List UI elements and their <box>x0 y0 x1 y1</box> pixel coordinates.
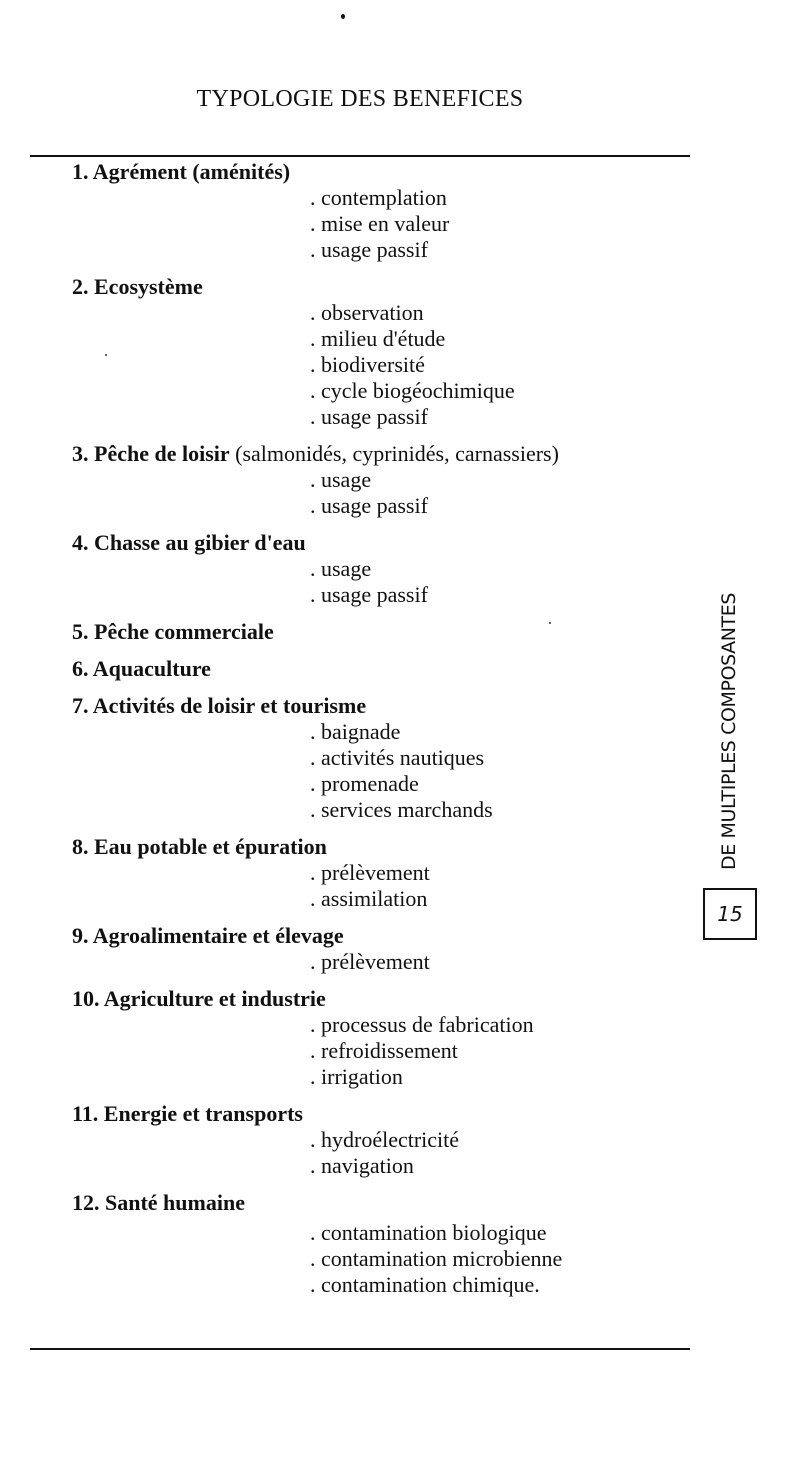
category-items <box>310 300 702 430</box>
category-1 <box>72 159 702 263</box>
category-title: 7. Activités de loisir et tourisme <box>72 693 367 718</box>
category-2 <box>72 274 702 430</box>
category-11 <box>72 1101 702 1179</box>
category-title: 1. Agrément (aménités) <box>72 159 291 184</box>
category-items <box>310 185 702 263</box>
list-item: . promenade <box>310 771 419 796</box>
list-item: . baignade <box>310 719 401 744</box>
category-items <box>310 1127 702 1179</box>
category-10 <box>72 986 702 1090</box>
list-item: . irrigation <box>310 1064 403 1089</box>
list-item: . assimilation <box>310 886 428 911</box>
list-item: . refroidissement <box>310 1038 458 1063</box>
list-item: . contemplation <box>310 185 447 210</box>
category-8 <box>72 834 702 912</box>
list-item: . usage passif <box>310 493 428 518</box>
list-item: . navigation <box>310 1153 414 1178</box>
list-item: . usage passif <box>310 404 428 429</box>
category-title: 3. Pêche de loisir (salmonidés, cyprinidés, carnassiers) <box>72 441 559 466</box>
list-item: . usage <box>310 467 372 492</box>
category-items <box>310 556 702 608</box>
category-title: 8. Eau potable et épuration <box>72 834 327 859</box>
list-item: . services marchands <box>310 797 493 822</box>
category-3 <box>72 441 702 519</box>
list-item: . contamination chimique. <box>310 1272 540 1297</box>
list-item: . usage passif <box>310 237 428 262</box>
category-items <box>310 949 702 975</box>
category-title: 9. Agroalimentaire et élevage <box>72 923 344 948</box>
list-item: . mise en valeur <box>310 211 450 236</box>
category-items <box>310 467 702 519</box>
list-item: . hydroélectricité <box>310 1127 460 1152</box>
side-running-title: DE MULTIPLES COMPOSANTES <box>718 592 740 870</box>
list-item: . activités nautiques <box>310 745 485 770</box>
list-item: . contamination microbienne <box>310 1246 563 1271</box>
list-item: . prélèvement <box>310 949 430 974</box>
category-title: 10. Agriculture et industrie <box>72 986 326 1011</box>
list-item: . prélèvement <box>310 860 430 885</box>
category-items <box>310 719 702 823</box>
category-title: 5. Pêche commerciale <box>72 619 274 644</box>
category-note: (salmonidés, cyprinidés, carnassiers) <box>229 441 559 466</box>
page-number-box <box>703 888 757 940</box>
page-title: TYPOLOGIE DES BENEFICES <box>196 86 524 112</box>
category-6 <box>72 656 702 682</box>
top-dot-mark <box>341 14 345 19</box>
category-items <box>310 860 702 912</box>
list-item: . cycle biogéochimique <box>310 378 515 403</box>
top-rule <box>30 155 690 157</box>
category-4 <box>72 530 702 608</box>
list-item: . usage passif <box>310 582 428 607</box>
category-items <box>310 1220 702 1298</box>
list-item: . biodiversité <box>310 352 425 377</box>
benefit-list <box>72 159 702 1309</box>
category-9 <box>72 923 702 975</box>
list-item: . usage <box>310 556 372 581</box>
list-item: . observation <box>310 300 424 325</box>
category-5 <box>72 619 702 645</box>
category-title: 4. Chasse au gibier d'eau <box>72 530 306 555</box>
category-title: 2. Ecosystème <box>72 274 203 299</box>
list-item: . milieu d'étude <box>310 326 446 351</box>
category-title: 6. Aquaculture <box>72 656 211 681</box>
page-number: 15 <box>717 902 743 926</box>
category-7 <box>72 693 702 823</box>
list-item: . contamination biologique <box>310 1220 547 1245</box>
bottom-rule <box>30 1348 690 1350</box>
category-items <box>310 1012 702 1090</box>
list-item: . processus de fabrication <box>310 1012 534 1037</box>
category-title: 11. Energie et transports <box>72 1101 303 1126</box>
category-title: 12. Santé humaine <box>72 1190 245 1215</box>
category-12 <box>72 1190 702 1298</box>
